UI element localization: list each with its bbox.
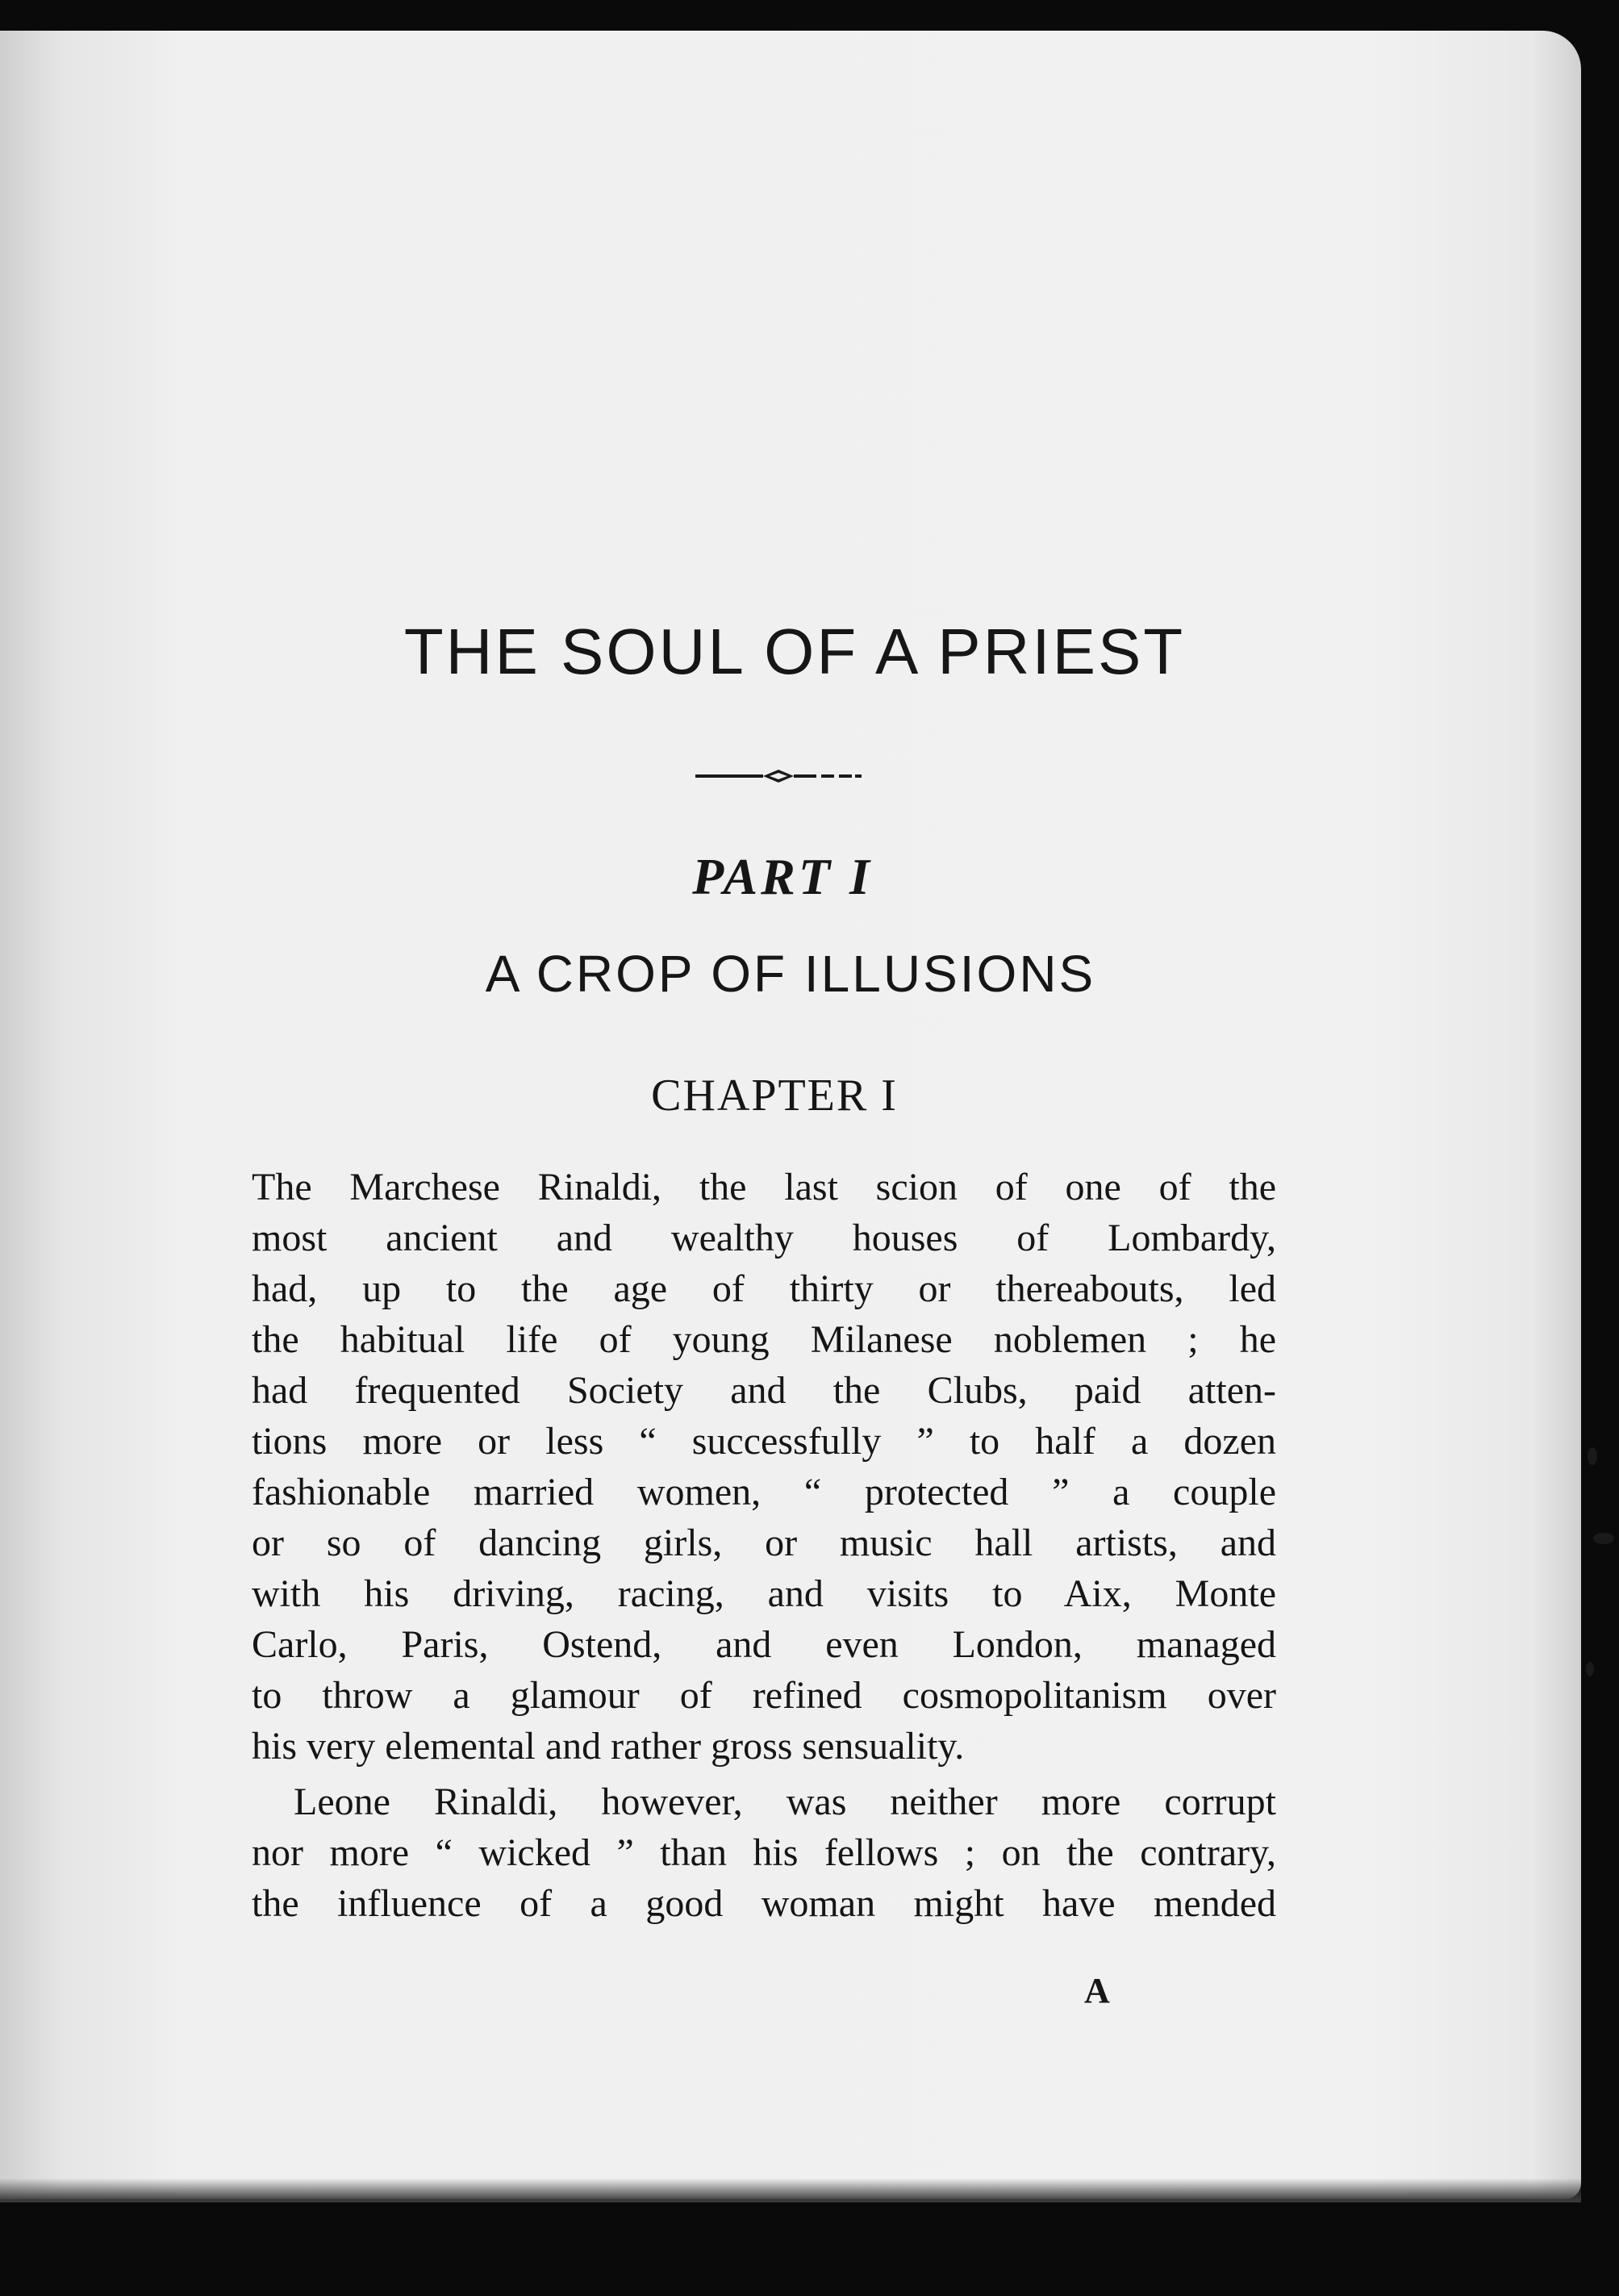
text-line: with his driving, racing, and visits to Aix, Monte [252, 1572, 1276, 1615]
text-line: The Marchese Rinaldi, the last scion of one of the [252, 1166, 1276, 1209]
text-line: the habitual life of young Milanese noblemen ; he [252, 1318, 1276, 1361]
text-line: or so of dancing girls, or music hall artists, and [252, 1522, 1276, 1564]
text-line: his very elemental and rather gross sensuality. [252, 1725, 965, 1768]
paragraph [252, 1162, 1276, 1772]
chapter-title: CHAPTER I [651, 1071, 898, 1121]
scan-speck [1588, 1447, 1597, 1465]
divider-ornament [695, 766, 862, 786]
scan-speck [1593, 1533, 1614, 1544]
text-line: the influence of a good woman might have mended [252, 1882, 1276, 1925]
text-line: had frequented Society and the Clubs, paid atten- [252, 1369, 1276, 1412]
page-bottom-edge [0, 2178, 1581, 2202]
book-title: THE SOUL OF A PRIEST [403, 616, 1186, 687]
text-line: most ancient and wealthy houses of Lombardy, [252, 1217, 1276, 1259]
text-line: nor more “ wicked ” than his fellows ; on the contrary, [252, 1831, 1276, 1874]
paragraph [252, 1776, 1276, 1929]
scan-speck [1586, 1662, 1594, 1676]
text-line: Carlo, Paris, Ostend, and even London, managed [252, 1623, 1276, 1666]
signature-mark: A [1084, 1971, 1110, 2010]
part-title: A CROP OF ILLUSIONS [485, 945, 1096, 1003]
text-line: tions more or less “ successfully ” to half a dozen [252, 1420, 1276, 1463]
chapter-body [252, 1162, 1276, 1929]
text-line: Leone Rinaldi, however, was neither more corrupt [294, 1780, 1276, 1823]
text-line: to throw a glamour of refined cosmopolitanism over [252, 1674, 1276, 1717]
text-line: fashionable married women, “ protected ” a couple [252, 1471, 1276, 1513]
part-label: PART I [692, 848, 873, 905]
text-line: had, up to the age of thirty or thereabouts, led [252, 1267, 1276, 1310]
